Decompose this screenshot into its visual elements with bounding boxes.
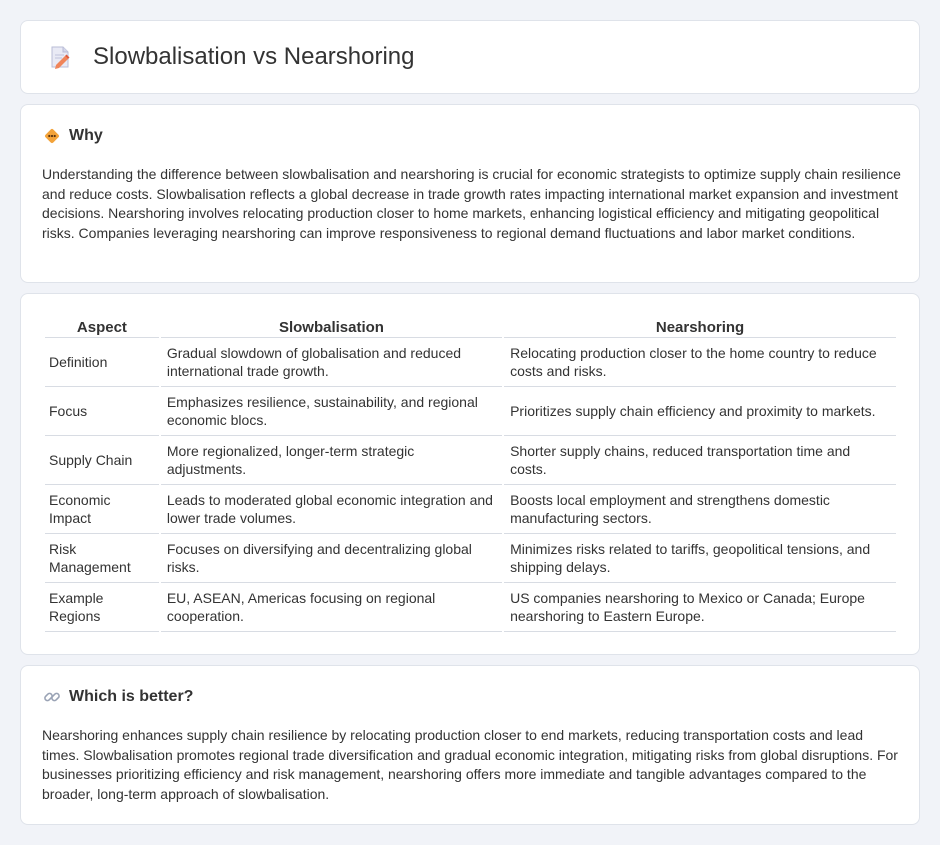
row-nearshoring: Relocating production closer to the home country to reduce costs and risks. (504, 338, 896, 387)
link-icon (43, 688, 61, 706)
title-card (20, 20, 920, 94)
row-nearshoring: Minimizes risks related to tariffs, geopolitical tensions, and shipping delays. (504, 534, 896, 583)
header-aspect: Aspect (45, 314, 159, 338)
table-row (45, 485, 896, 534)
row-aspect: Example Regions (45, 583, 159, 632)
row-slowbalisation: EU, ASEAN, Americas focusing on regional cooperation. (161, 583, 502, 632)
row-aspect: Supply Chain (45, 436, 159, 485)
row-aspect: Definition (45, 338, 159, 387)
table-row (45, 436, 896, 485)
document-pencil-icon (47, 44, 73, 70)
table-row (45, 338, 896, 387)
why-title: Why (69, 127, 103, 144)
header-nearshoring: Nearshoring (504, 314, 896, 338)
row-nearshoring: Boosts local employment and strengthens domestic manufacturing sectors. (504, 485, 896, 534)
row-slowbalisation: Gradual slowdown of globalisation and reduced international trade growth. (161, 338, 502, 387)
which-better-card (20, 665, 920, 825)
table-row (45, 387, 896, 436)
row-aspect: Economic Impact (45, 485, 159, 534)
row-slowbalisation: More regionalized, longer-term strategic adjustments. (161, 436, 502, 485)
header-slowbalisation: Slowbalisation (161, 314, 502, 338)
row-slowbalisation: Leads to moderated global economic integration and lower trade volumes. (161, 485, 502, 534)
row-nearshoring: US companies nearshoring to Mexico or Canada; Europe nearshoring to Eastern Europe. (504, 583, 896, 632)
better-text: Nearshoring enhances supply chain resilience by relocating production closer to end markets, reducing transportation costs and lead times. Slowbalisation promotes regional trade diversification and gradual economic integration, mitigating risks from global disruptions. For businesses prioritizing efficiency and risk management, nearshoring offers more immediate and tangible advantages compared to the broader, long-term approach of slowbalisation. (42, 727, 898, 802)
row-aspect: Focus (45, 387, 159, 436)
better-heading (43, 688, 193, 706)
row-aspect: Risk Management (45, 534, 159, 583)
why-card (20, 104, 920, 283)
row-nearshoring: Prioritizes supply chain efficiency and proximity to markets. (504, 387, 896, 436)
why-text: Understanding the difference between slowbalisation and nearshoring is crucial for economic strategists to optimize supply chain resilience and reduce costs. Slowbalisation reflects a global decrease in trade growth rates impacting international market expansion and investment decisions. Nearshoring involves relocating production closer to home markets, enhancing logistical efficiency and mitigating geopolitical risks. Companies leveraging nearshoring can improve responsiveness to regional demand fluctuations and labor market conditions. (42, 166, 901, 241)
table-row (45, 583, 896, 632)
comparison-card (20, 293, 920, 655)
row-slowbalisation: Emphasizes resilience, sustainability, and regional economic blocs. (161, 387, 502, 436)
page-title: Slowbalisation vs Nearshoring (93, 43, 415, 70)
row-slowbalisation: Focuses on diversifying and decentralizing global risks. (161, 534, 502, 583)
comparison-table (43, 314, 898, 632)
warning-diamond-icon (43, 127, 61, 145)
better-title: Which is better? (69, 688, 194, 705)
why-heading (43, 127, 103, 145)
table-header-row (45, 314, 896, 338)
table-row (45, 534, 896, 583)
row-nearshoring: Shorter supply chains, reduced transportation time and costs. (504, 436, 896, 485)
